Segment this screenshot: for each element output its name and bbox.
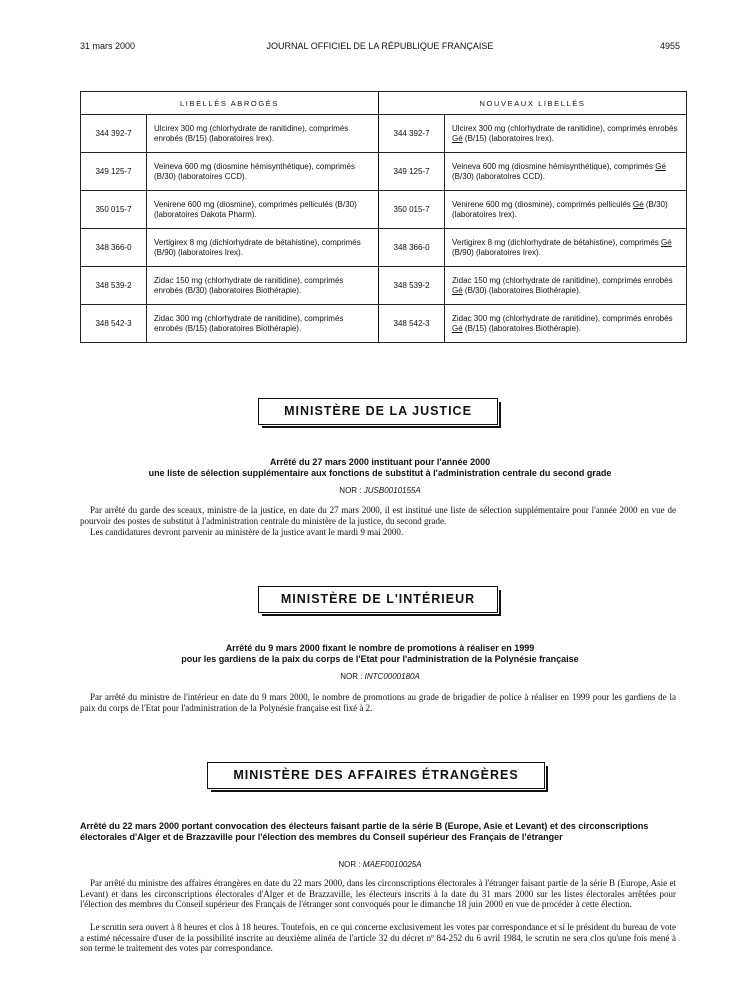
interior-title-line2: pour les gardiens de la paix du corps de l'Etat pour l'administration de la Polynésie française — [181, 654, 579, 664]
journal-title: JOURNAL OFFICIEL DE LA RÉPUBLIQUE FRANÇAISE — [266, 41, 494, 51]
new-label-cell: Venirene 600 mg (diosmine), comprimés pelliculés Gé (B/30) (laboratoires Irex). — [445, 191, 687, 229]
foreign-affairs-decree-title: Arrêté du 22 mars 2000 portant convocation des électeurs faisant partie de la série B (Europe, Asie et Levant) et des circonscriptions électorales d'Alger et de Brazzaville pour l'élection des membres du Conseil supérieur des Français de l'étranger — [80, 821, 649, 842]
interior-decree-title — [80, 643, 680, 665]
table-header-row — [81, 92, 687, 115]
table-row — [81, 305, 687, 343]
nor-code: MAEF0010025A — [362, 860, 422, 869]
justice-paragraph-2: Les candidatures devront parvenir au ministère de la justice avant le mardi 9 mai 2000. — [90, 527, 404, 537]
nor-label: NOR : — [338, 860, 361, 869]
justice-title-line1: Arrêté du 27 mars 2000 instituant pour l'année 2000 — [269, 457, 491, 467]
justice-nor — [80, 486, 680, 495]
new-code-cell: 348 539-2 — [379, 267, 445, 305]
old-label-cell: Veineva 600 mg (diosmine hémisynthétique), comprimés (B/30) (laboratoires CCD). — [147, 153, 379, 191]
table-row — [81, 153, 687, 191]
foreign-affairs-nor — [80, 860, 680, 869]
amendment-table — [80, 91, 687, 343]
table-body — [81, 115, 687, 343]
ministry-interior-heading: MINISTÈRE DE L'INTÉRIEUR — [258, 586, 498, 613]
new-label-cell: Zidac 300 mg (chlorhydrate de ranitidine), comprimés enrobés Gé (B/15) (laboratoires Biothérapie). — [445, 305, 687, 343]
header-abrogated-labels: LIBELLÉS ABROGÉS — [81, 92, 379, 115]
foreign-affairs-paragraph-1: Par arrêté du ministre des affaires étrangères en date du 22 mars 2000, dans les circonscriptions électorales à l'étranger faisant partie de la série B (Europe, Asie et Levant) et dans les circonscriptions électorales d'Alger et de Brazzaville, les électeurs inscrits à la date du 31 mars 2000 sur les listes électorales arrêtées pour l'élection des membres du Conseil supérieur des Français de l'étranger sont convoqués pour le dimanche 18 juin 2000 en vue de procéder à cette élection. — [80, 878, 676, 909]
new-label-cell: Vertigirex 8 mg (dichlorhydrate de bétahistine), comprimés Gé (B/90) (laboratoires Irex). — [445, 229, 687, 267]
new-code-cell: 349 125-7 — [379, 153, 445, 191]
old-label-cell: Zidac 150 mg (chlorhydrate de ranitidine), comprimés enrobés (B/30) (laboratoires Biothérapie). — [147, 267, 379, 305]
justice-decree-title — [80, 457, 680, 479]
old-label-cell: Ulcirex 300 mg (chlorhydrate de ranitidine), comprimés enrobés (B/15) (laboratoires Irex). — [147, 115, 379, 153]
old-label-cell: Vertigirex 8 mg (dichlorhydrate de bétahistine), comprimés (B/90) (laboratoires Irex). — [147, 229, 379, 267]
old-code-cell: 348 542-3 — [81, 305, 147, 343]
table-row — [81, 191, 687, 229]
foreign-affairs-paragraph-2: Le scrutin sera ouvert à 8 heures et clos à 18 heures. Toutefois, en ce qui concerne exclusivement les votes par correspondance et si le président du bureau de vote a estimé nécessaire d'user de la possibilité inscrite au deuxième alinéa de l'article 32 du décret nº 84-252 du 6 avril 1984, le scrutin ne sera clos qu'une fois mené à son terme le traitement des votes par correspondance. — [80, 922, 676, 953]
old-label-cell: Venirene 600 mg (diosmine), comprimés pelliculés (B/30) (laboratoires Dakota Pharm). — [147, 191, 379, 229]
ministry-foreign-affairs-heading: MINISTÈRE DES AFFAIRES ÉTRANGÈRES — [207, 762, 545, 789]
table-row — [81, 267, 687, 305]
justice-title-line2: une liste de sélection supplémentaire aux fonctions de substitut à l'administration centrale du second grade — [148, 468, 612, 478]
page-header — [80, 41, 680, 55]
old-code-cell: 348 539-2 — [81, 267, 147, 305]
old-code-cell: 350 015-7 — [81, 191, 147, 229]
nor-code: INTC0000180A — [364, 672, 420, 681]
old-label-cell: Zidac 300 mg (chlorhydrate de ranitidine), comprimés enrobés (B/15) (laboratoires Biothérapie). — [147, 305, 379, 343]
ministry-justice-heading: MINISTÈRE DE LA JUSTICE — [258, 398, 498, 425]
new-code-cell: 348 542-3 — [379, 305, 445, 343]
new-code-cell: 350 015-7 — [379, 191, 445, 229]
nor-code: JUSB0010155A — [363, 486, 421, 495]
table-row — [81, 115, 687, 153]
old-code-cell: 344 392-7 — [81, 115, 147, 153]
interior-paragraph-1: Par arrêté du ministre de l'intérieur en date du 9 mars 2000, le nombre de promotions au grade de brigadier de police à réaliser en 1999 pour les gardiens de la paix du corps de l'Etat pour l'administration de la Polynésie française est fixé à 2. — [80, 692, 676, 713]
table-row — [81, 229, 687, 267]
interior-title-line1: Arrêté du 9 mars 2000 fixant le nombre de promotions à réaliser en 1999 — [225, 643, 535, 653]
page-number: 4955 — [659, 41, 680, 51]
new-label-cell: Zidac 150 mg (chlorhydrate de ranitidine), comprimés enrobés Gé (B/30) (laboratoires Biothérapie). — [445, 267, 687, 305]
new-label-cell: Veineva 600 mg (diosmine hémisynthétique), comprimés Gé (B/30) (laboratoires CCD). — [445, 153, 687, 191]
old-code-cell: 348 366-0 — [81, 229, 147, 267]
nor-label: NOR : — [340, 672, 363, 681]
new-code-cell: 348 366-0 — [379, 229, 445, 267]
new-label-cell: Ulcirex 300 mg (chlorhydrate de ranitidine), comprimés enrobés Gé (B/15) (laboratoires Irex). — [445, 115, 687, 153]
nor-label: NOR : — [339, 486, 362, 495]
old-code-cell: 349 125-7 — [81, 153, 147, 191]
interior-nor — [80, 672, 680, 681]
header-new-labels: NOUVEAUX LIBELLÉS — [379, 92, 687, 115]
justice-paragraph-1: Par arrêté du garde des sceaux, ministre de la justice, en date du 27 mars 2000, il est institué une liste de sélection supplémentaire pour l'année 2000 en vue de pourvoir des postes de substitut à l'administration centrale du ministère de la justice, du second grade. — [80, 505, 676, 526]
new-code-cell: 344 392-7 — [379, 115, 445, 153]
issue-date: 31 mars 2000 — [80, 41, 136, 51]
